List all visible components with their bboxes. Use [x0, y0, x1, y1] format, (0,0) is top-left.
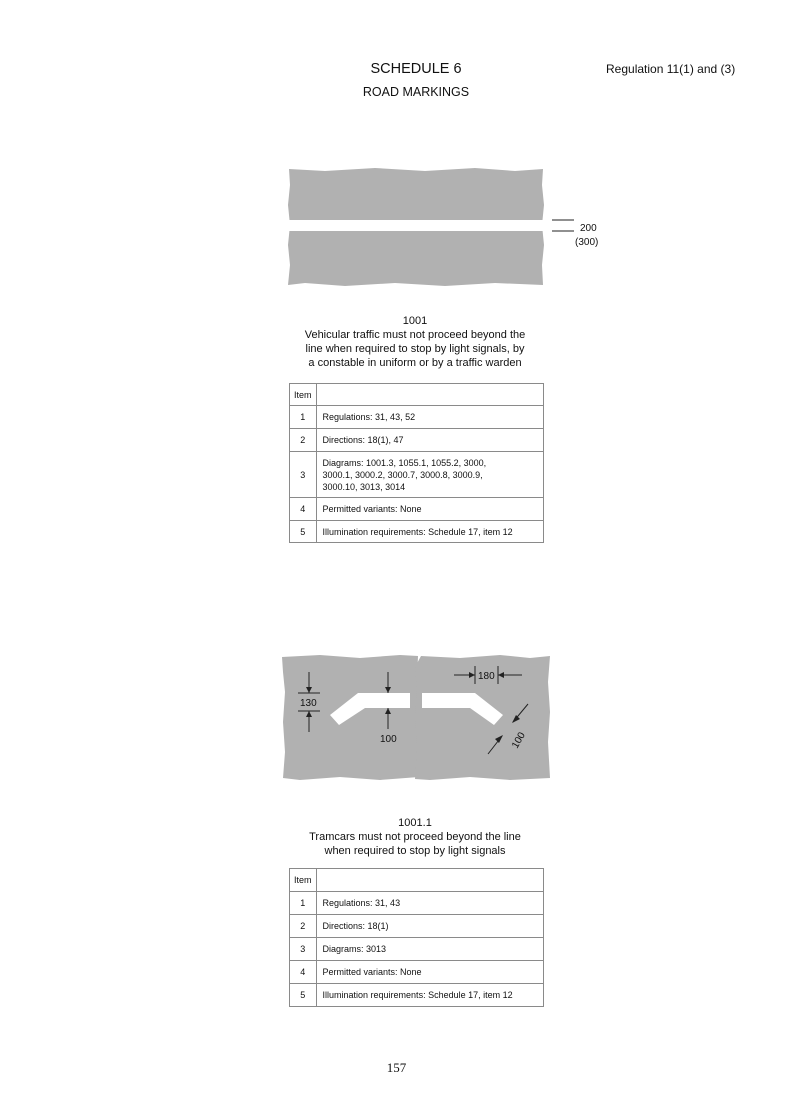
item-text: Permitted variants: None — [316, 961, 543, 984]
item-text-line: Diagrams: 1001.3, 1055.1, 1055.2, 3000, — [322, 457, 487, 468]
item-number: 2 — [290, 429, 317, 452]
item-number: 5 — [290, 521, 317, 543]
item-number: 3 — [290, 452, 317, 498]
dimension-label-100-rotated: 100 — [510, 730, 528, 751]
item-number: 1 — [290, 406, 317, 429]
table-cell — [316, 869, 543, 892]
item-text-line: 3000.1, 3000.2, 3000.7, 3000.8, 3000.9, — [322, 469, 483, 480]
page-number: 157 — [386, 1060, 407, 1075]
item-number: 4 — [290, 961, 317, 984]
item-number: 2 — [290, 915, 317, 938]
dimension-label-alt-width: (300) — [575, 237, 599, 248]
item-text: Regulations: 31, 43 — [316, 892, 543, 915]
table-row — [290, 984, 544, 1007]
diagram-1001-caption — [290, 314, 540, 370]
stop-line-marking — [288, 220, 545, 231]
dimension-label-130: 130 — [300, 698, 317, 709]
table-row — [290, 915, 544, 938]
item-text-line: 3000.10, 3013, 3014 — [322, 481, 406, 492]
diagram-1001-1 — [280, 652, 555, 784]
caption-line: when required to stop by light signals — [324, 845, 506, 857]
table-header-cell: Item — [290, 384, 317, 406]
table-cell — [316, 384, 543, 406]
item-text — [316, 452, 543, 498]
schedule-title: SCHEDULE 6 — [370, 61, 462, 77]
table-row — [290, 452, 544, 498]
table-row — [290, 938, 544, 961]
item-text: Directions: 18(1), 47 — [316, 429, 543, 452]
item-text: Illumination requirements: Schedule 17, item 12 — [316, 521, 543, 543]
dimension-label-180: 180 — [478, 671, 495, 682]
item-number: 5 — [290, 984, 317, 1007]
caption-line: Vehicular traffic must not proceed beyond the — [304, 329, 526, 341]
caption-line: Tramcars must not proceed beyond the line — [309, 831, 521, 843]
item-text: Regulations: 31, 43, 52 — [316, 406, 543, 429]
dimension-label-width: 200 — [580, 223, 597, 234]
schedule-subtitle: ROAD MARKINGS — [362, 85, 470, 99]
items-table-1001 — [289, 383, 544, 543]
table-row — [290, 429, 544, 452]
road-surface-left — [282, 655, 419, 780]
items-table-1001-1 — [289, 868, 544, 1007]
item-text: Illumination requirements: Schedule 17, item 12 — [316, 984, 543, 1007]
item-number: 4 — [290, 498, 317, 521]
diagram-number: 1001 — [402, 315, 428, 327]
table-row — [290, 869, 544, 892]
table-row — [290, 406, 544, 429]
caption-line: a constable in uniform or by a traffic warden — [308, 357, 522, 369]
dimension-label-100: 100 — [380, 734, 397, 745]
diagram-number: 1001.1 — [398, 817, 432, 829]
item-text: Permitted variants: None — [316, 498, 543, 521]
item-text: Directions: 18(1) — [316, 915, 543, 938]
table-row — [290, 498, 544, 521]
caption-line: line when required to stop by light signals, by — [305, 343, 525, 355]
item-text: Diagrams: 3013 — [316, 938, 543, 961]
table-header-cell: Item — [290, 869, 317, 892]
table-row — [290, 521, 544, 543]
regulation-reference: Regulation 11(1) and (3) — [606, 62, 736, 76]
diagram-1001-1-caption — [290, 816, 540, 858]
table-row — [290, 384, 544, 406]
item-number: 3 — [290, 938, 317, 961]
table-row — [290, 892, 544, 915]
item-number: 1 — [290, 892, 317, 915]
table-row — [290, 961, 544, 984]
diagram-1001 — [285, 165, 610, 290]
